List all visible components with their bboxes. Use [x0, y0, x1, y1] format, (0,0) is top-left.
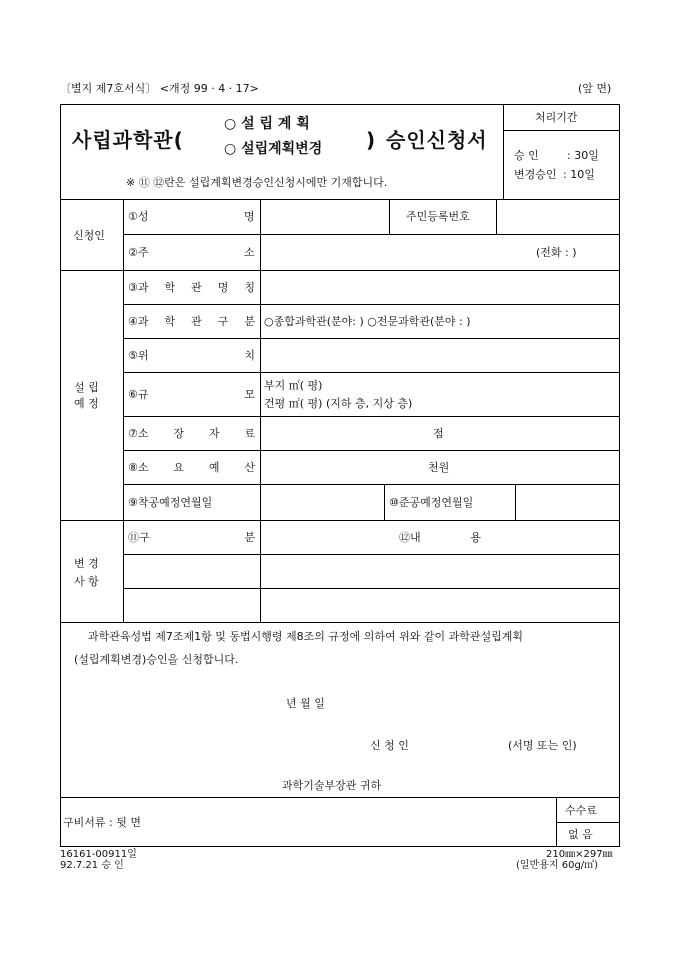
label-part: ⑧소	[128, 461, 149, 474]
divider	[496, 199, 497, 234]
plan-section-line2: 예 정	[74, 397, 99, 410]
label-part: ③과	[128, 281, 149, 294]
label-part: 명	[217, 281, 229, 294]
address-label-end: 소	[244, 246, 255, 259]
address-label: ②주	[128, 246, 149, 259]
divider	[60, 199, 620, 200]
label-part: 분	[244, 315, 255, 328]
plan-section-line1: 설 립	[74, 381, 99, 394]
change-approval-value: : 10일	[563, 168, 595, 181]
scale-label	[128, 388, 255, 401]
label-part: 산	[244, 461, 255, 474]
name-label: ①성	[128, 210, 149, 223]
resident-id-label: 주민등록번호	[406, 210, 470, 223]
budget-label	[128, 461, 255, 474]
paper-type: (일반용지 60g/㎡)	[516, 860, 599, 871]
divider	[60, 520, 620, 521]
page-side: (앞 면)	[578, 82, 612, 95]
form-code: 16161-00911일	[60, 849, 137, 860]
statement-line2: (설립계획변경)승인을 신청합니다.	[74, 653, 239, 666]
approval-value: : 30일	[567, 149, 599, 162]
divider	[515, 484, 516, 520]
label-part: ⑤위	[128, 349, 149, 362]
label-part: ④과	[128, 315, 149, 328]
required-documents: 구비서류 : 뒷 면	[63, 816, 141, 829]
name-label-end: 명	[244, 210, 255, 223]
sign-or-seal: (서명 또는 인)	[508, 739, 577, 752]
divider	[60, 797, 620, 798]
title-paren: )	[366, 128, 377, 152]
floor-area-field: 건평 ㎡( 평) (지하 층, 지상 층)	[264, 397, 413, 410]
label-part: 료	[244, 427, 255, 440]
label-part: 치	[244, 349, 255, 362]
label-part: ⑥규	[128, 388, 149, 401]
change-section-line1: 변 경	[74, 557, 99, 570]
label-part: 분	[244, 531, 255, 544]
title-option-plan: ○ 설 립 계 획	[224, 116, 310, 132]
label-part: 관	[191, 315, 202, 328]
divider	[123, 234, 620, 235]
divider	[123, 372, 620, 373]
statement-line1: 과학관육성법 제7조제1항 및 동법시행령 제8조의 규정에 의하여 위와 같이 과학관설립계획	[88, 630, 523, 643]
label-part: 구	[217, 315, 229, 328]
divider	[60, 622, 620, 623]
applicant-section: 신청인	[73, 229, 105, 242]
divider	[556, 822, 620, 823]
divider	[60, 270, 620, 271]
title-note: ※ ⑪ ⑫란은 설립계획변경승인신청시에만 기재합니다.	[126, 176, 388, 189]
change-approval-label: 변경승인	[514, 168, 557, 181]
label-part: ⑫내	[399, 531, 421, 544]
divider	[123, 554, 620, 555]
location-label	[128, 349, 255, 362]
divider	[123, 199, 124, 622]
science-museum-type-label	[128, 315, 255, 328]
science-museum-name-label	[128, 281, 255, 294]
label-part: 예	[208, 461, 220, 474]
divider	[556, 797, 557, 847]
label-part: ⑪구	[128, 531, 150, 544]
site-area-field: 부지 ㎡( 평)	[264, 379, 323, 392]
fee-label: 수수료	[565, 804, 597, 817]
date-line: 년 월 일	[286, 697, 325, 710]
change-type-label	[128, 531, 255, 544]
divider	[123, 450, 620, 451]
fee-value: 없 음	[568, 828, 593, 841]
label-part: 모	[244, 388, 255, 401]
divider	[123, 304, 620, 305]
approval-date: 92.7.21 승 인	[60, 860, 124, 871]
label-part: ⑦소	[128, 427, 149, 440]
label-part: 칭	[244, 281, 255, 294]
start-date-label: ⑨착공예정연월일	[128, 496, 213, 509]
approval-label: 승 인	[514, 149, 539, 162]
divider	[389, 199, 390, 234]
divider	[503, 130, 620, 131]
recipient: 과학기술부장관 귀하	[282, 779, 382, 792]
divider	[123, 588, 620, 589]
finish-date-label: ⑩준공예정연월일	[389, 496, 474, 509]
title-option-change: ○ 설립계획변경	[224, 141, 323, 157]
title-main: 사립과학관(	[72, 128, 184, 152]
budget-unit: 천원	[428, 461, 450, 474]
applicant-signature-label: 신 청 인	[370, 739, 409, 752]
divider	[384, 484, 385, 520]
label-part: 학	[164, 315, 176, 328]
label-part: 자	[208, 427, 220, 440]
museum-type-options: ○종합과학관(분야: ) ○전문과학관(분야 : )	[264, 315, 471, 328]
change-content-label	[399, 531, 481, 544]
label-part: 관	[191, 281, 202, 294]
label-part: 장	[173, 427, 184, 440]
divider	[123, 484, 620, 485]
phone-field: (전화 : )	[536, 246, 577, 259]
divider	[503, 104, 504, 199]
paper-size: 210㎜×297㎜	[546, 849, 613, 860]
collection-unit: 점	[433, 427, 444, 440]
label-part: 용	[470, 531, 481, 544]
collection-label	[128, 427, 255, 440]
label-part: 학	[164, 281, 176, 294]
label-part: 요	[173, 461, 184, 474]
form-number: 〔별지 제7호서식〕 <개정 99 · 4 · 17>	[60, 82, 259, 95]
change-section-line2: 사 항	[74, 575, 99, 588]
divider	[123, 338, 620, 339]
processing-label: 처리기간	[535, 111, 578, 124]
divider	[260, 199, 261, 622]
title-suffix: 승인신청서	[386, 128, 488, 152]
divider	[123, 416, 620, 417]
